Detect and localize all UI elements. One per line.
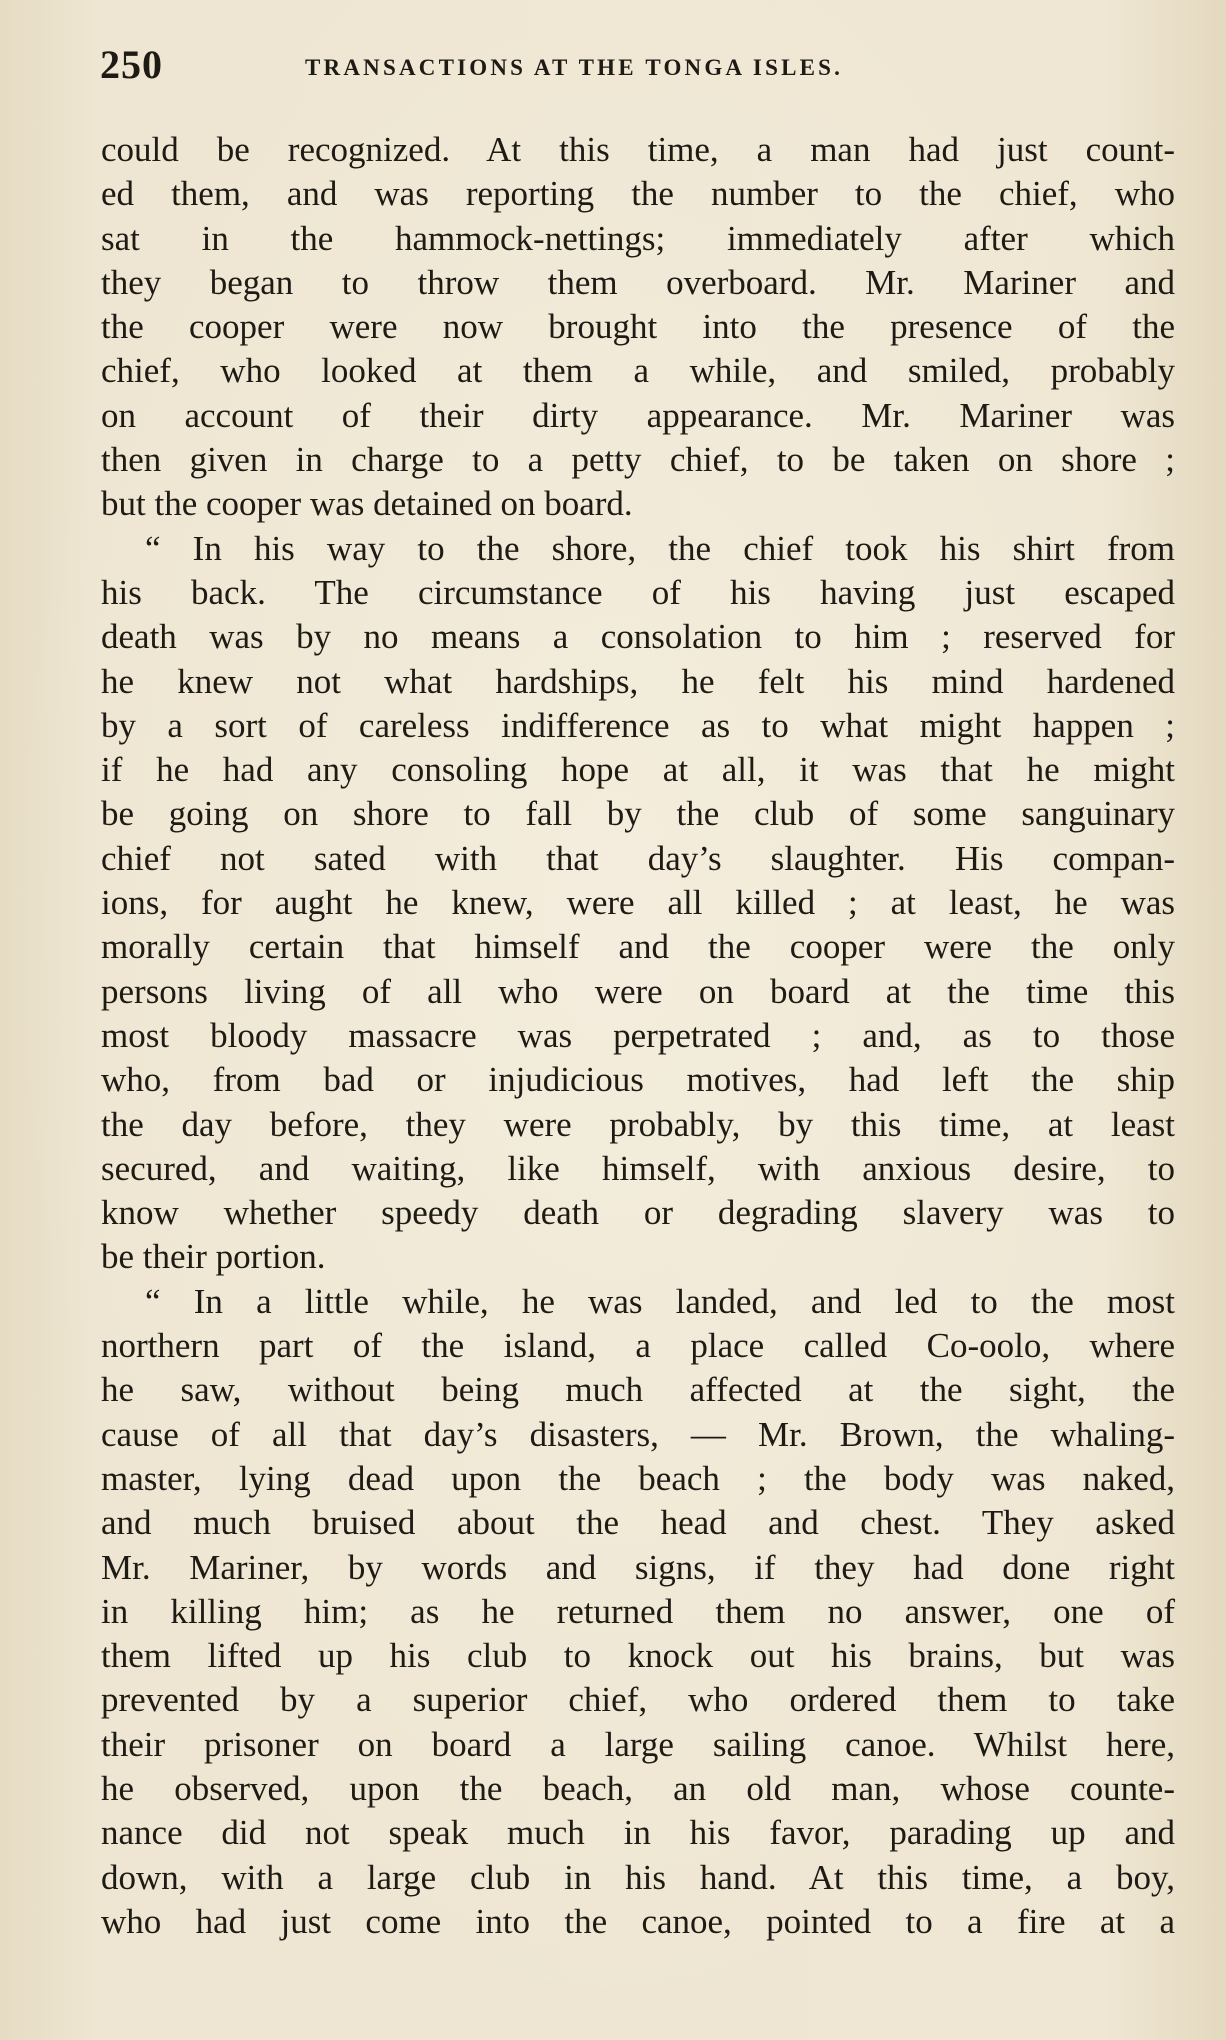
text-line: by a sort of careless indifference as to what might happen ; xyxy=(101,705,1175,745)
text-line: “ In his way to the shore, the chief took his shirt from xyxy=(145,528,1175,568)
text-line: chief, who looked at them a while, and smiled, probably xyxy=(101,351,1175,391)
running-head: TRANSACTIONS AT THE TONGA ISLES. xyxy=(305,55,844,80)
text-line: then given in charge to a petty chief, to be taken on shore ; xyxy=(101,440,1175,480)
text-line: cause of all that day’s disasters, — Mr. Brown, the whaling- xyxy=(101,1414,1175,1454)
text-line: and much bruised about the head and chest. They asked xyxy=(101,1503,1175,1543)
text-line: the day before, they were probably, by this time, at least xyxy=(101,1104,1175,1144)
text-line: but the cooper was detained on board. xyxy=(101,484,633,524)
text-line: the cooper were now brought into the presence of the xyxy=(101,307,1175,347)
page-number: 250 xyxy=(100,42,163,87)
text-line: nance did not speak much in his favor, parading up and xyxy=(101,1813,1175,1853)
text-line: prevented by a superior chief, who ordered them to take xyxy=(101,1680,1175,1720)
text-line: “ In a little while, he was landed, and led to the most xyxy=(145,1281,1175,1321)
body-text xyxy=(101,128,1175,1944)
text-line: master, lying dead upon the beach ; the body was naked, xyxy=(101,1458,1175,1498)
text-line: most bloody massacre was perpetrated ; and, as to those xyxy=(101,1015,1175,1055)
text-line: northern part of the island, a place called Co-oolo, where xyxy=(101,1326,1175,1366)
text-line: who had just come into the canoe, pointed to a fire at a xyxy=(101,1901,1175,1941)
text-line: death was by no means a consolation to him ; reserved for xyxy=(101,617,1175,657)
text-line: on account of their dirty appearance. Mr. Mariner was xyxy=(101,395,1175,435)
text-line: sat in the hammock-nettings; immediately after which xyxy=(101,218,1175,258)
text-line: they began to throw them overboard. Mr. Mariner and xyxy=(101,262,1175,302)
text-line: know whether speedy death or degrading slavery was to xyxy=(101,1193,1175,1233)
text-line: could be recognized. At this time, a man had just count- xyxy=(101,130,1175,169)
text-line: he observed, upon the beach, an old man, whose counte- xyxy=(101,1768,1175,1808)
text-line: Mr. Mariner, by words and signs, if they had done right xyxy=(101,1547,1175,1587)
text-line: ed them, and was reporting the number to the chief, who xyxy=(101,174,1175,214)
text-line: their prisoner on board a large sailing canoe. Whilst here, xyxy=(101,1724,1175,1764)
text-line: his back. The circumstance of his having just escaped xyxy=(101,572,1175,612)
text-line: ions, for aught he knew, were all killed ; at least, he was xyxy=(101,883,1175,923)
text-line: them lifted up his club to knock out his brains, but was xyxy=(101,1636,1175,1676)
text-line: he knew not what hardships, he felt his mind hardened xyxy=(101,661,1175,701)
text-line: chief not sated with that day’s slaughter. His compan- xyxy=(101,838,1175,878)
text-line: he saw, without being much affected at the sight, the xyxy=(101,1370,1175,1410)
text-line: persons living of all who were on board at the time this xyxy=(101,971,1175,1011)
text-line: secured, and waiting, like himself, with anxious desire, to xyxy=(101,1148,1175,1188)
text-line: who, from bad or injudicious motives, had left the ship xyxy=(101,1060,1175,1100)
text-line: be their portion. xyxy=(101,1237,326,1277)
page-header xyxy=(100,40,1180,90)
text-line: down, with a large club in his hand. At this time, a boy, xyxy=(101,1857,1175,1897)
text-line: if he had any consoling hope at all, it was that he might xyxy=(101,750,1175,790)
text-line: morally certain that himself and the cooper were the only xyxy=(101,927,1175,967)
text-line: be going on shore to fall by the club of some sanguinary xyxy=(101,794,1175,834)
text-line: in killing him; as he returned them no answer, one of xyxy=(101,1591,1175,1631)
